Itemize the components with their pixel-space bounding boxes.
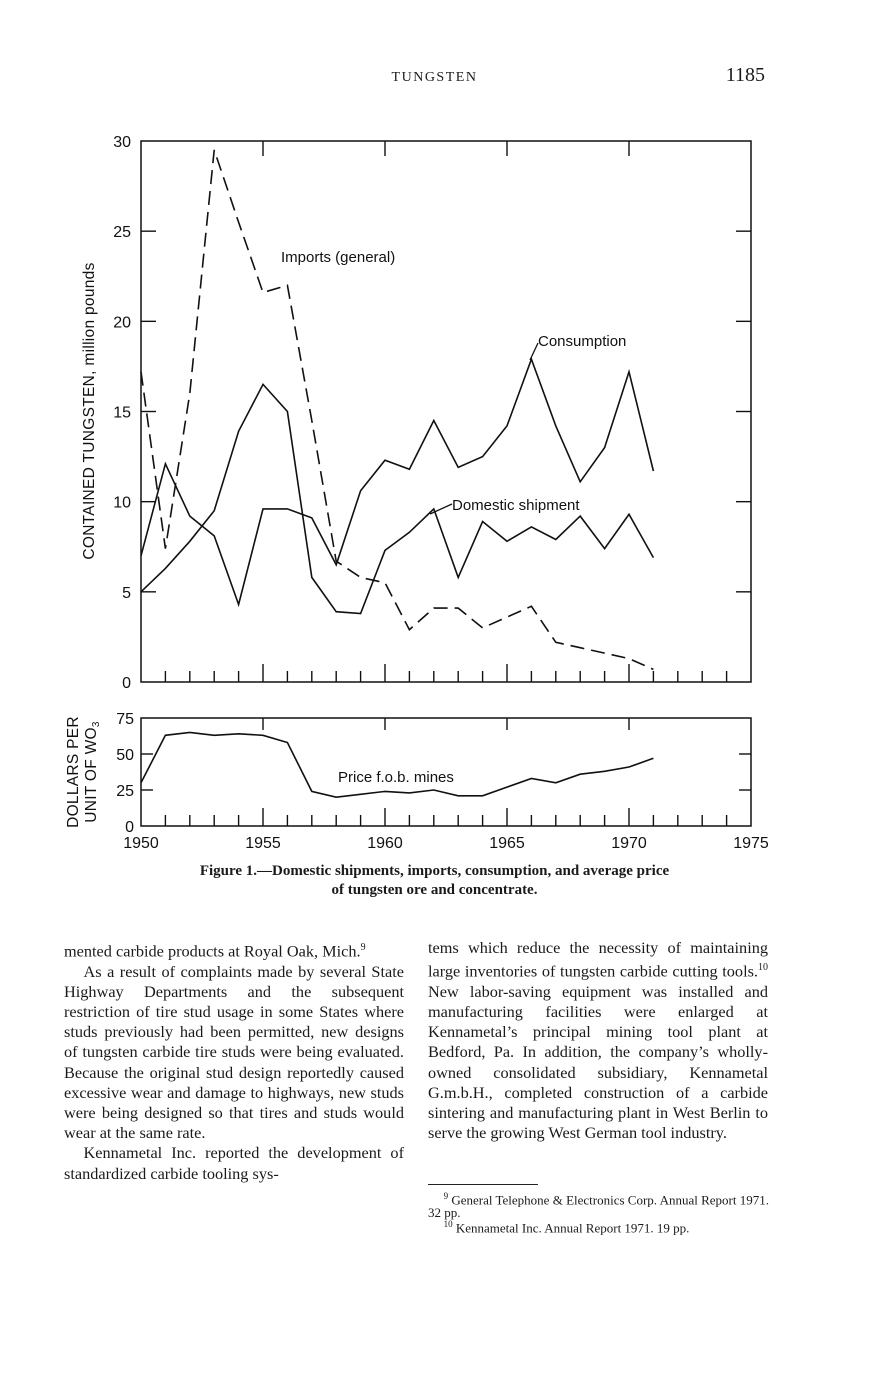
upper-y-tick-label: 15 — [113, 404, 131, 422]
right-column — [428, 938, 768, 1143]
upper-y-tick-label: 25 — [113, 224, 131, 242]
left-paragraph-1: mented carbide products at Royal Oak, Mich.$^9$ — [64, 941, 366, 961]
upper-y-axis-label: CONTAINED TUNGSTEN, million pounds — [81, 262, 98, 560]
caption-line-2: of tungsten ore and concentrate. — [331, 882, 538, 898]
upper-plot-frame — [141, 141, 751, 682]
lower-y-tick-label: 0 — [125, 819, 134, 836]
series-consumption-line — [141, 359, 653, 604]
x-tick-label: 1970 — [611, 835, 647, 852]
upper-y-tick-label: 10 — [113, 494, 131, 512]
right-paragraph-1: tems which reduce the necessity of maintaining large inventories of tungsten carbide cutting tools.$^{10}$ New labor-saving equipment was installed and manufacturing facilities were enlarged at Kennametal’s principal mining tool plant at Bedford, Pa. In addition, the company’s wholly-owned consolidated subsidiary, Kennametal G.m.b.H., completed construction of a carbide sintering and manufacturing plant in West Berlin to serve the growing West German tool industry. — [428, 938, 768, 1143]
footnote-10: $^{10}$ Kennametal Inc. Annual Report 1971. 19 pp. — [443, 1219, 690, 1236]
lower-y-tick-label: 25 — [116, 783, 134, 800]
upper-y-tick-label: 5 — [122, 584, 131, 602]
lower-y-axis-label-line2: UNIT OF WO3 — [83, 721, 102, 823]
lower-series-group — [141, 732, 653, 797]
lower-y-tick-label: 75 — [116, 711, 134, 728]
lower-y-axis-label-line1: DOLLARS PER — [65, 716, 82, 828]
consumption-series-label: Consumption — [538, 333, 627, 350]
series-imports-general-line — [141, 150, 653, 669]
upper-series-group — [141, 150, 653, 669]
page-number: 1185 — [725, 64, 765, 86]
x-tick-label: 1965 — [489, 835, 525, 852]
left-column — [64, 938, 404, 1184]
domestic-series-label: Domestic shipment — [452, 497, 580, 514]
upper-y-tick-label: 0 — [122, 675, 131, 692]
price-series-label: Price f.o.b. mines — [338, 769, 454, 786]
left-paragraph-3: Kennametal Inc. reported the development of standardized carbide tooling sys- — [64, 1143, 404, 1183]
consumption-label-arrow — [530, 343, 538, 360]
footnote-9: $^9$ General Telephone & Electronics Corp. Annual Report 1971. 32 pp. — [428, 1191, 769, 1221]
left-paragraph-2: As a result of complaints made by several State Highway Departments and the subsequent restriction of tire stud usage in some States where studs previously had been permitted, new designs of tungsten carbide tire studs were being evaluated. Because the original stud design reportedly caused excessive wear and damage to highways, new studs were being designed so that tires and studs would wear at the same rate. — [64, 961, 404, 1143]
figure-caption — [0, 862, 869, 900]
upper-y-tick-label: 30 — [113, 134, 131, 151]
footnote-rule — [428, 1184, 538, 1185]
x-tick-label: 1955 — [245, 835, 281, 852]
upper-y-tick-label: 20 — [113, 314, 131, 332]
lower-y-tick-label: 50 — [116, 747, 134, 764]
caption-line-1: Figure 1.—Domestic shipments, imports, consumption, and average price — [199, 863, 670, 879]
imports-series-label: Imports (general) — [281, 249, 396, 266]
running-title: TUNGSTEN — [391, 70, 478, 85]
x-tick-label: 1960 — [367, 835, 403, 852]
x-tick-label: 1975 — [733, 835, 769, 852]
upper-axis-ticks — [113, 134, 751, 692]
series-price-f-o-b-mines-line — [141, 732, 653, 797]
x-tick-label: 1950 — [123, 835, 159, 852]
